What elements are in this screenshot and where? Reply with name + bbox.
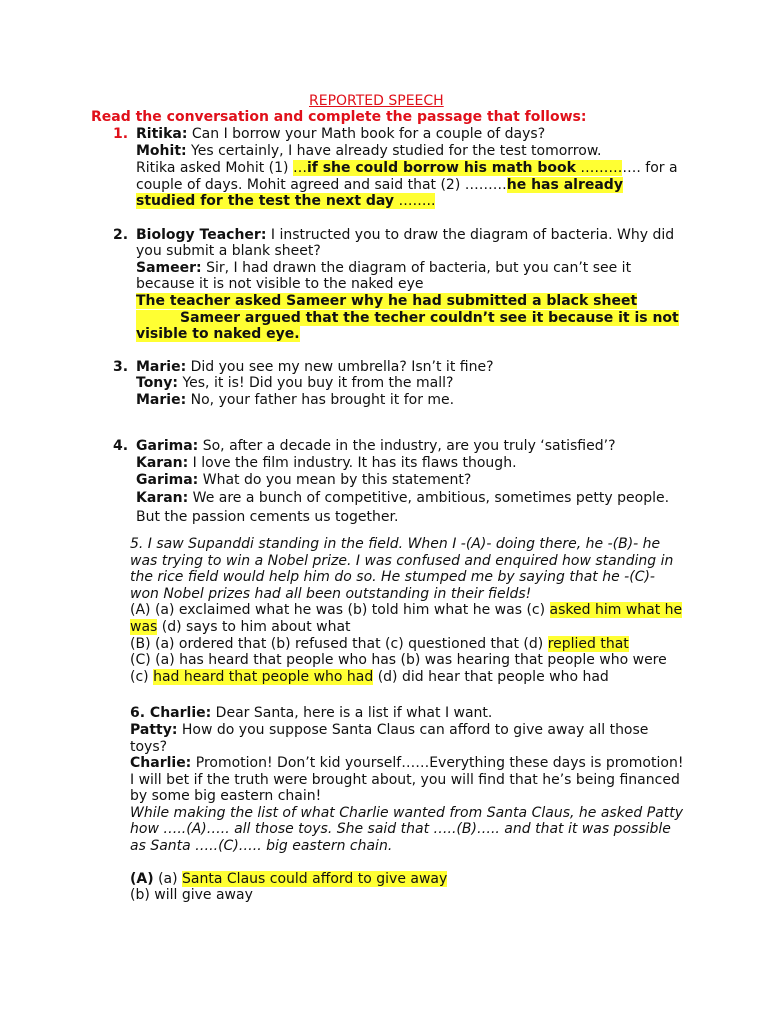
speaker: Marie:: [136, 392, 187, 408]
q6-patty: [130, 722, 648, 739]
q5-line-1: [130, 536, 660, 553]
speaker: Garima:: [136, 438, 199, 454]
dialogue: Did you see my new umbrella? Isn’t it fine?: [186, 359, 494, 375]
q6-charlie-4: by some big eastern chain!: [130, 788, 322, 804]
dialogue: What do you mean by this statement?: [198, 472, 472, 488]
q4-garima-2: [136, 472, 471, 489]
highlight: ………: [575, 160, 623, 176]
q3-number: 3.: [113, 359, 129, 375]
answer-highlight: he has already: [506, 177, 623, 193]
q1-ritika: [136, 126, 545, 143]
q2-sameer: [136, 260, 631, 277]
page-title: REPORTED SPEECH: [309, 93, 444, 109]
q4-karan: [136, 455, 517, 472]
q1-answer-2b: [136, 193, 435, 210]
q3-marie: [136, 359, 494, 376]
q5-line-3: [130, 569, 655, 586]
q3-tony: [136, 375, 453, 392]
dialogue: Sir, I had drawn the diagram of bacteria, but you can’t see it: [201, 260, 632, 276]
answer-highlight: Santa Claus could afford to give away: [182, 871, 448, 887]
q4-number: 4.: [113, 438, 129, 454]
text: won Nobel prizes had all been outstanding in their fields!: [130, 586, 532, 602]
text: was trying to win a Nobel prize. I was confused and enquired how standing in: [130, 553, 674, 569]
q6-italic-2: [130, 821, 671, 838]
dialogue: I instructed you to draw the diagram of bacteria. Why did: [266, 227, 675, 243]
text: (d) did hear that people who had: [373, 669, 609, 685]
dialogue: No, your father has brought it for me.: [186, 392, 455, 408]
q6-italic-3: [130, 838, 392, 855]
q5-option-b: [130, 636, 629, 653]
answer-highlight: Sameer argued that the techer couldn’t see it because it is not: [136, 310, 679, 326]
q2-teacher: [136, 227, 674, 244]
highlight: …: [292, 160, 307, 176]
q5-line-2: [130, 553, 673, 570]
answer-highlight: studied for the test the next day: [136, 193, 395, 209]
q6-option-a: [130, 871, 447, 888]
q6-charlie: [130, 705, 492, 722]
q4-garima: [136, 438, 616, 455]
text: as Santa …..(C)….. big eastern chain.: [130, 838, 393, 854]
speaker: Garima:: [136, 472, 199, 488]
q5-option-c: (C) (a) has heard that people who has (b) was hearing that people who were: [130, 652, 667, 668]
q5-option-a: [130, 602, 682, 619]
speaker: Charlie:: [130, 755, 192, 771]
dialogue: Promotion! Don’t kid yourself……Everything these days is promotion!: [191, 755, 684, 771]
q2-answer-2: [136, 310, 679, 327]
text: (d) says to him about what: [157, 619, 351, 635]
speaker: Biology Teacher:: [136, 227, 267, 243]
text: how …..(A)….. all those toys. She said that …..(B)….. and that it was possible: [130, 821, 671, 837]
dialogue: Dear Santa, here is a list if what I want.: [211, 705, 493, 721]
answer-highlight: The teacher asked Sameer why he had submitted a black sheet: [136, 293, 638, 309]
q2-teacher-2: you submit a blank sheet?: [136, 243, 321, 259]
speaker: Marie:: [136, 359, 187, 375]
q5-line-4: [130, 586, 531, 603]
text: (A) (a) exclaimed what he was (b) told him what he was (c): [130, 602, 550, 618]
speaker: Ritika:: [136, 126, 188, 142]
q1-number: 1.: [113, 126, 129, 142]
text: While making the list of what Charlie wanted from Santa Claus, he asked Patty: [130, 805, 684, 821]
dialogue: So, after a decade in the industry, are you truly ‘satisfied’?: [198, 438, 616, 454]
q6-charlie-2: [130, 755, 683, 772]
q2-answer-3: [136, 326, 300, 343]
answer-highlight: replied that: [547, 636, 629, 652]
q6-option-b: (b) will give away: [130, 887, 253, 903]
speaker: Karan:: [136, 455, 189, 471]
q2-number: 2.: [113, 227, 129, 243]
dialogue: Can I borrow your Math book for a couple of days?: [187, 126, 546, 142]
q4-karan-2: [136, 490, 669, 507]
answer-highlight: was: [130, 619, 158, 635]
answer-highlight: asked him what he: [549, 602, 683, 618]
text: Ritika asked Mohit (1): [136, 160, 293, 176]
dialogue: How do you suppose Santa Claus can afford to give away all those: [177, 722, 649, 738]
highlight: ……..: [394, 193, 436, 209]
text: (B) (a) ordered that (b) refused that (c) questioned that (d): [130, 636, 548, 652]
option-label: (A): [130, 871, 154, 887]
q1-mohit: [136, 143, 601, 160]
q5-option-a-2: [130, 619, 351, 636]
text: 5. I saw Supanddi standing in the field. When I -(A)- doing there, he -(B)- he: [130, 536, 661, 552]
q6-charlie-3: I will bet if the truth were brought about, you will find that he’s being financed: [130, 772, 680, 788]
instruction: Read the conversation and complete the passage that follows:: [91, 109, 587, 125]
text: (a): [153, 871, 183, 887]
q1-answer-1: [136, 160, 678, 177]
q5-option-c-2: [130, 669, 609, 686]
text: …. for a: [622, 160, 678, 176]
answer-highlight: visible to naked eye.: [136, 326, 300, 342]
speaker: Mohit:: [136, 143, 187, 159]
dialogue: Yes, it is! Did you buy it from the mall?: [178, 375, 454, 391]
dialogue: I love the film industry. It has its flaws though.: [188, 455, 517, 471]
q6-italic-1: [130, 805, 683, 822]
text: (c): [130, 669, 154, 685]
q2-answer-1: [136, 293, 637, 310]
text: the rice field would help him do so. He stumped me by saying that he -(C)-: [130, 569, 655, 585]
speaker: 6. Charlie:: [130, 705, 212, 721]
dialogue: We are a bunch of competitive, ambitious, sometimes petty people.: [188, 490, 670, 506]
dialogue: Yes certainly, I have already studied for the test tomorrow.: [186, 143, 602, 159]
speaker: Karan:: [136, 490, 189, 506]
q4-karan-3: But the passion cements us together.: [136, 509, 399, 525]
q2-sameer-2: because it is not visible to the naked eye: [136, 276, 424, 292]
speaker: Sameer:: [136, 260, 202, 276]
speaker: Tony:: [136, 375, 178, 391]
q1-answer-2: [136, 177, 623, 194]
answer-highlight: if she could borrow his math book: [306, 160, 576, 176]
q3-marie-2: [136, 392, 454, 409]
q6-patty-2: toys?: [130, 739, 168, 755]
answer-highlight: had heard that people who had: [153, 669, 374, 685]
text: couple of days. Mohit agreed and said that (2) ………: [136, 177, 507, 193]
speaker: Patty:: [130, 722, 178, 738]
